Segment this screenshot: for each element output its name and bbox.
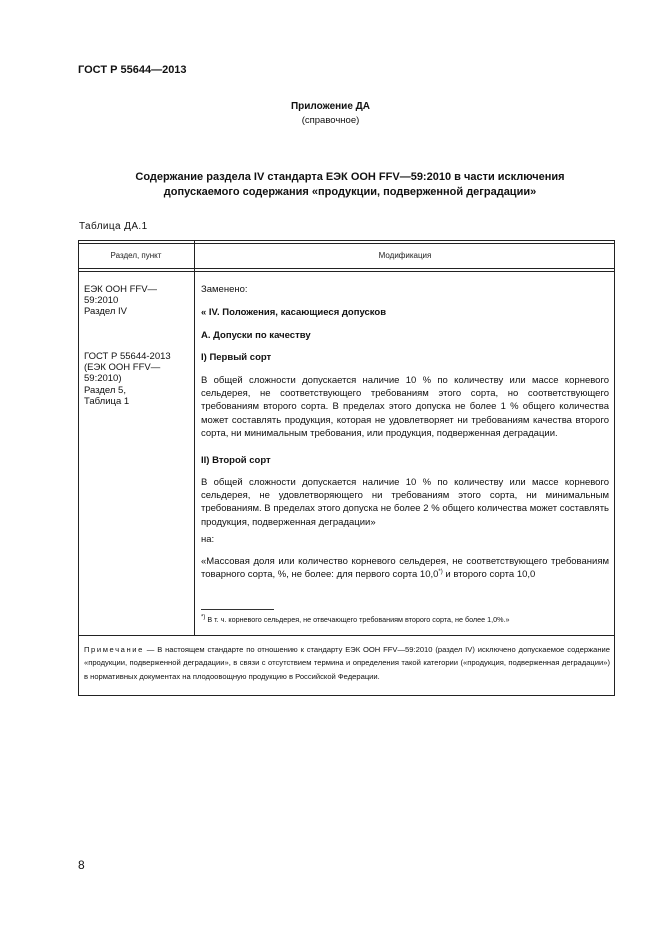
note-text: — В настоящем стандарте по отношению к стандарту ЕЭК ООН FFV—59:2010 (раздел IV) исключено допускаемое содержание «продукции, подверженной деградации», в связи с отсутствием термина и определения такой категории («продукция, подверженная деградации») в нормативных документах на плодоовощную продукцию в Российской Федерации. [84,645,610,681]
footnote-mark: *) [201,614,206,621]
grade-1-heading: I) Первый сорт [201,352,272,363]
table-top-double-line [78,243,615,244]
page-number: 8 [78,858,85,872]
on-label: на: [201,534,215,545]
section-a-heading: А. Допуски по качеству [201,330,311,341]
column-header-modification: Модификация [378,251,432,260]
grade-1-text: В общей сложности допускается наличие 10 % по количеству или массе корневого сельдерея, не соответствующего требованиям этого сорта, но соответствующего требованиям второго сорта. В пределах этого допуска не более 1 % общего количества может составлять продукция, которая не удовлетворяет ни требованиям качества второго сорта, ни минимальным требования, или продукция, подверженная деградации. [201,375,609,439]
footnote [201,615,611,624]
left-cell-line: Раздел IV [84,306,128,318]
section-title-line-2: допускаемого содержания «продукции, подверженной деградации» [163,186,537,198]
footnote-rule [201,609,274,610]
table-caption: Таблица ДА.1 [79,221,148,232]
table-note-separator [78,635,615,636]
left-cell-line: 59:2010) [84,373,122,385]
left-cell-line: 59:2010 [84,295,119,307]
table-column-divider [194,240,195,636]
column-header-section: Раздел, пункт [110,251,162,260]
section-iv-heading: « IV. Положения, касающиеся допусков [201,307,387,318]
replaced-label: Заменено: [201,284,248,295]
footnote-reference: *) [438,569,443,576]
table-note [84,643,610,683]
footnote-text: В т. ч. корневого сельдерея, не отвечающего требованиям второго сорта, не более 1,0%.» [205,615,510,624]
appendix-title: Приложение ДА [290,101,371,112]
left-cell-line: ЕЭК ООН FFV— [84,284,158,295]
section-title-line-1: Содержание раздела IV стандарта ЕЭК ООН FFV—59:2010 в части исключения [135,171,565,183]
grade-2-text: В общей сложности допускается наличие 10 % по количеству или массе корневого сельдерея, не удовлетворяющего ни требованиям этого сорта, ни минимальным требованиям. В пределах этого допуска не более 2 % общего количества может составлять продукция, подверженная деградации» [201,477,609,528]
appendix-subtitle: (справочное) [301,115,360,126]
left-cell-line: Таблица 1 [84,395,130,407]
table-header-bottom-line [78,268,615,269]
left-cell-un-ece [84,284,192,318]
replacement-text [201,555,609,581]
left-cell-line: (ЕЭК ООН FFV— [84,362,161,374]
grade-2-heading: II) Второй сорт [201,455,271,466]
left-cell-gost [84,351,192,407]
replacement-text-part-1: «Массовая доля или количество корневого сельдерея, не соответствующего требованиям товарного сорта, %, не более: для первого сорта 10,0 [201,556,609,581]
table-header-double-line [78,271,615,272]
document-header: ГОСТ Р 55644—2013 [78,64,187,76]
replacement-text-part-2: и второго сорта 10,0 [442,569,536,581]
note-lead: Примечание [84,645,144,654]
left-cell-line: ГОСТ Р 55644-2013 [84,351,171,362]
left-cell-line: Раздел 5, [84,384,126,396]
